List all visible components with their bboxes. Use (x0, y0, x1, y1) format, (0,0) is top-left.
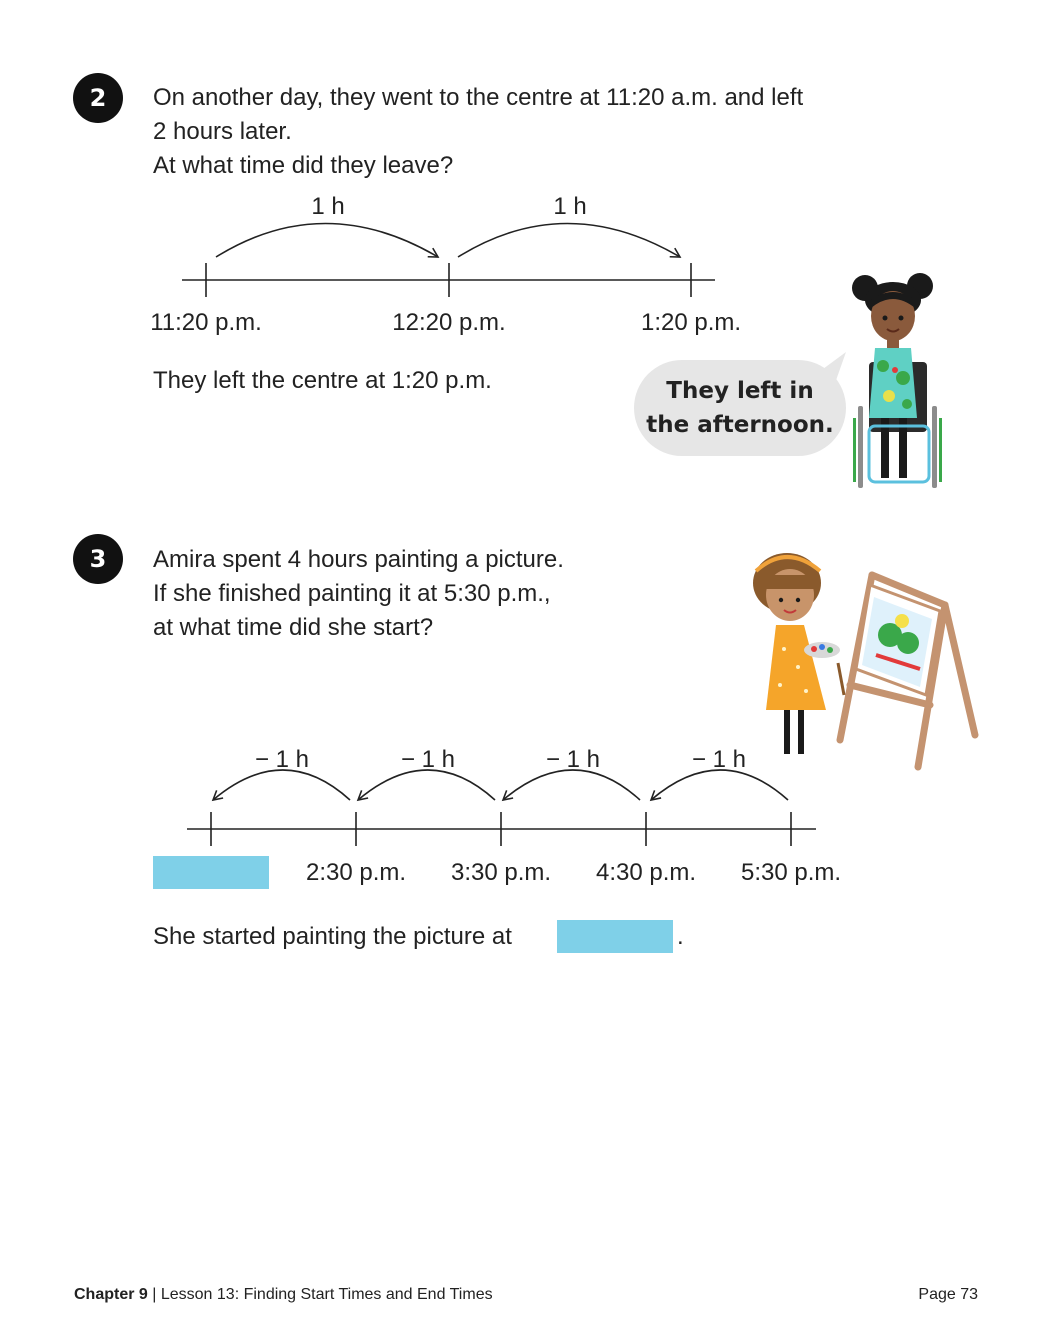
question-line: If she finished painting it at 5:30 p.m., (153, 580, 551, 607)
answer-sentence-suffix: . (677, 923, 684, 950)
speech-bubble (634, 360, 846, 456)
footer-separator: | (152, 1286, 157, 1303)
bubble-line: They left in (666, 378, 814, 404)
jump-label: − 1 h (545, 746, 601, 773)
question-line: at what time did she start? (153, 614, 434, 641)
tick-label: 11:20 p.m. (150, 309, 262, 336)
jump-label: − 1 h (400, 746, 456, 773)
question-line: At what time did they leave? (153, 152, 454, 179)
question-line: 2 hours later. (153, 118, 292, 145)
tick-label: 2:30 p.m. (305, 859, 407, 886)
jump-label: 1 h (311, 193, 345, 220)
footer-lesson-info (74, 1286, 493, 1304)
q3-jump-arrow (503, 770, 640, 800)
question-line: Amira spent 4 hours painting a picture. (153, 546, 564, 573)
footer-page-number: Page 73 (918, 1286, 978, 1303)
tick-label: 5:30 p.m. (740, 859, 842, 886)
bubble-line: the afternoon. (646, 412, 834, 438)
question-line: On another day, they went to the centre at 11:20 a.m. and left (153, 84, 804, 111)
jump-label: − 1 h (691, 746, 747, 773)
q2-jump-arrow (216, 224, 438, 258)
question-number-badge (73, 534, 123, 584)
amira-painting-illustration (740, 545, 985, 775)
tick-label: 4:30 p.m. (595, 859, 697, 886)
q2-jump-arrow (458, 224, 680, 258)
question-number: 3 (89, 545, 107, 573)
q3-jump-arrow (213, 770, 350, 800)
tick-label: 12:20 p.m. (392, 309, 506, 336)
jump-label: 1 h (553, 193, 587, 220)
answer-sentence-prefix: She started painting the picture at (153, 923, 512, 950)
tick-label: 3:30 p.m. (450, 859, 552, 886)
question-number: 2 (89, 84, 107, 112)
answer-blank-box[interactable] (557, 920, 673, 953)
q3-jump-arrow (358, 770, 495, 800)
jump-label: − 1 h (254, 746, 310, 773)
question-3-text (153, 543, 713, 645)
footer-chapter: Chapter 9 (74, 1286, 148, 1303)
girl-in-wheelchair-illustration (845, 266, 955, 492)
tick-label: 1:20 p.m. (640, 309, 742, 336)
footer-lesson: Lesson 13: Finding Start Times and End Times (160, 1286, 493, 1303)
start-time-answer-box[interactable] (153, 856, 269, 889)
answer-sentence: They left the centre at 1:20 p.m. (153, 367, 492, 394)
